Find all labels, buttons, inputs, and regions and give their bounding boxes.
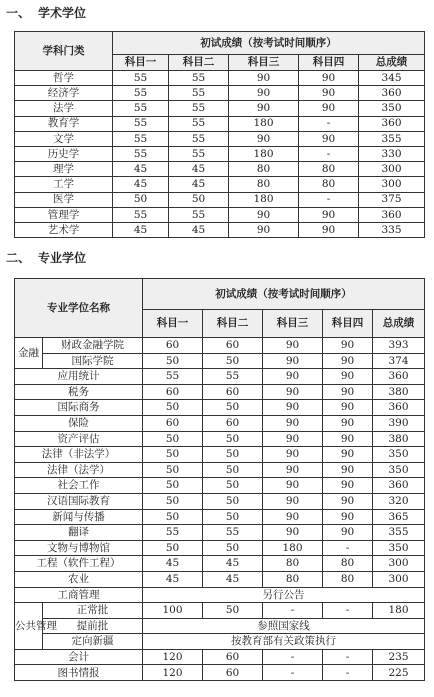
professional-cell-name: 社会工作	[15, 478, 143, 494]
professional-cell-subject-4: 80	[323, 571, 373, 587]
professional-cell-name: 文物与博物馆	[15, 540, 143, 556]
professional-cell-subject-1: 45	[143, 571, 203, 587]
professional-cell-name: 国际学院	[43, 353, 143, 369]
professional-cell-subject-3: 90	[263, 462, 323, 478]
professional-cell-subject-3: 80	[263, 556, 323, 572]
professional-cell-total: 360	[373, 369, 425, 385]
academic-cell-subject-4: 90	[299, 71, 359, 86]
professional-cell-subject-1: 55	[143, 525, 203, 541]
finance-group-label: 金融	[15, 338, 43, 369]
mpa-regular-name: 正常批	[43, 603, 143, 619]
professional-cell-total: 225	[373, 665, 425, 681]
academic-cell-subject-3: 90	[229, 101, 299, 116]
professional-cell-name: 图书情报	[15, 665, 143, 681]
professional-cell-subject-2: 55	[203, 525, 263, 541]
academic-cell-subject-2: 55	[169, 71, 229, 86]
professional-name-header: 专业学位名称	[15, 279, 143, 338]
academic-cell-subject-3: 80	[229, 162, 299, 177]
professional-cell-subject-3: 90	[263, 369, 323, 385]
academic-cell-subject-3: 90	[229, 71, 299, 86]
academic-cell-subject-1: 45	[113, 162, 169, 177]
section-1-heading	[6, 4, 86, 21]
professional-cell-subject-4: 90	[323, 369, 373, 385]
professional-cell-subject-3: 90	[263, 525, 323, 541]
professional-degree-table	[14, 278, 425, 681]
professional-cell-subject-3: -	[263, 649, 323, 665]
professional-cell-subject-1: 50	[143, 447, 203, 463]
professional-cell-total: 374	[373, 353, 425, 369]
professional-cell-total: 300	[373, 571, 425, 587]
professional-cell-name: 会计	[15, 649, 143, 665]
table-row	[15, 71, 425, 86]
professional-cell-subject-3: 90	[263, 400, 323, 416]
table-row	[15, 540, 425, 556]
professional-cell-total: 350	[373, 462, 425, 478]
academic-cell-subject-1: 45	[113, 222, 169, 237]
professional-cell-name: 工程（软件工程）	[15, 556, 143, 572]
mpa-xinjiang-note: 按教育部有关政策执行	[143, 634, 425, 650]
professional-cell-total: 393	[373, 338, 425, 354]
professional-col-subject-4: 科目四	[323, 310, 373, 338]
academic-cell-subject-1: 55	[113, 131, 169, 146]
table-row	[15, 649, 425, 665]
professional-cell-subject-2: 50	[203, 478, 263, 494]
academic-cell-subject-2: 55	[169, 86, 229, 101]
table-row	[15, 571, 425, 587]
professional-cell-subject-3: 80	[263, 571, 323, 587]
professional-cell-subject-3: -	[263, 665, 323, 681]
professional-cell-subject-4: 90	[323, 415, 373, 431]
section-1-title: 学术学位	[38, 6, 87, 20]
academic-cell-total: 330	[359, 146, 425, 161]
professional-cell-name: 资产评估	[15, 431, 143, 447]
professional-cell-subject-1: 60	[143, 415, 203, 431]
professional-score-group-header: 初试成绩（按考试时间顺序）	[143, 279, 425, 310]
academic-cell-name: 管理学	[15, 207, 113, 222]
table-row	[15, 101, 425, 116]
academic-degree-table	[14, 31, 425, 238]
academic-cell-name: 理学	[15, 162, 113, 177]
professional-cell-subject-3: 90	[263, 415, 323, 431]
professional-cell-subject-4: 80	[323, 556, 373, 572]
professional-cell-subject-4: 90	[323, 384, 373, 400]
academic-cell-total: 300	[359, 177, 425, 192]
professional-cell-subject-4: -	[323, 603, 373, 619]
academic-col-total: 总成绩	[359, 55, 425, 71]
professional-cell-subject-2: 50	[203, 353, 263, 369]
table-row	[15, 384, 425, 400]
professional-cell-subject-1: 50	[143, 431, 203, 447]
academic-cell-name: 文学	[15, 131, 113, 146]
academic-cell-subject-1: 45	[113, 177, 169, 192]
professional-cell-subject-1: 120	[143, 665, 203, 681]
table-row	[15, 634, 425, 650]
academic-cell-subject-1: 55	[113, 146, 169, 161]
professional-cell-subject-2: 45	[203, 556, 263, 572]
professional-cell-subject-4: 90	[323, 493, 373, 509]
table-row	[15, 415, 425, 431]
academic-cell-subject-4: -	[299, 116, 359, 131]
professional-cell-name: 新闻与传播	[15, 509, 143, 525]
table-row	[15, 665, 425, 681]
professional-cell-name: 税务	[15, 384, 143, 400]
professional-cell-subject-2: 60	[203, 415, 263, 431]
professional-cell-subject-2: 50	[203, 462, 263, 478]
academic-cell-name: 艺术学	[15, 222, 113, 237]
professional-cell-subject-2: 50	[203, 431, 263, 447]
professional-col-subject-3: 科目三	[263, 310, 323, 338]
section-2-title: 专业学位	[38, 251, 87, 265]
professional-cell-subject-4: -	[323, 649, 373, 665]
table-row	[15, 177, 425, 192]
professional-cell-subject-3: 90	[263, 493, 323, 509]
table-row	[15, 431, 425, 447]
professional-cell-total: 380	[373, 431, 425, 447]
professional-cell-name: 国际商务	[15, 400, 143, 416]
professional-cell-total: 350	[373, 447, 425, 463]
table-row	[15, 603, 425, 619]
table-row	[15, 162, 425, 177]
professional-cell-subject-4: 90	[323, 478, 373, 494]
professional-cell-subject-4: -	[323, 665, 373, 681]
table-row	[15, 192, 425, 207]
academic-category-header: 学科门类	[15, 32, 113, 71]
academic-cell-subject-3: 180	[229, 192, 299, 207]
professional-cell-name: 工商管理	[15, 587, 143, 603]
professional-cell-subject-2: 60	[203, 649, 263, 665]
professional-cell-subject-3: 90	[263, 509, 323, 525]
table-row	[15, 400, 425, 416]
academic-cell-total: 300	[359, 162, 425, 177]
professional-cell-subject-4: 90	[323, 400, 373, 416]
academic-cell-subject-4: 90	[299, 207, 359, 222]
academic-cell-subject-2: 55	[169, 131, 229, 146]
professional-col-total: 总成绩	[373, 310, 425, 338]
academic-cell-subject-1: 55	[113, 207, 169, 222]
professional-cell-total: 365	[373, 509, 425, 525]
academic-cell-subject-1: 55	[113, 71, 169, 86]
professional-cell-subject-2: 60	[203, 665, 263, 681]
academic-cell-name: 经济学	[15, 86, 113, 101]
academic-cell-total: 360	[359, 207, 425, 222]
professional-cell-subject-1: 120	[143, 649, 203, 665]
academic-cell-subject-3: 90	[229, 86, 299, 101]
professional-cell-subject-3: 90	[263, 447, 323, 463]
professional-cell-subject-3: -	[263, 603, 323, 619]
professional-cell-subject-1: 45	[143, 556, 203, 572]
table-row	[15, 116, 425, 131]
mpa-xinjiang-name: 定向新疆	[43, 634, 143, 650]
academic-col-subject-4: 科目四	[299, 55, 359, 71]
professional-cell-total: 360	[373, 478, 425, 494]
section-2-number: 二、	[6, 251, 31, 265]
academic-cell-subject-1: 55	[113, 116, 169, 131]
academic-cell-subject-1: 55	[113, 86, 169, 101]
professional-cell-total: 300	[373, 556, 425, 572]
professional-cell-subject-4: 90	[323, 338, 373, 354]
professional-cell-subject-4: 90	[323, 353, 373, 369]
academic-cell-name: 教育学	[15, 116, 113, 131]
academic-cell-total: 335	[359, 222, 425, 237]
professional-cell-subject-2: 50	[203, 509, 263, 525]
academic-cell-name: 法学	[15, 101, 113, 116]
section-2-heading	[6, 249, 86, 266]
section-1-number: 一、	[6, 6, 31, 20]
table-row	[15, 207, 425, 222]
academic-cell-subject-4: 80	[299, 162, 359, 177]
professional-col-subject-1: 科目一	[143, 310, 203, 338]
academic-cell-subject-4: 90	[299, 131, 359, 146]
professional-cell-subject-3: 90	[263, 338, 323, 354]
professional-cell-subject-4: 90	[323, 525, 373, 541]
academic-cell-subject-1: 50	[113, 192, 169, 207]
professional-cell-subject-1: 60	[143, 338, 203, 354]
mba-note: 另行公告	[143, 587, 425, 603]
professional-cell-total: 350	[373, 540, 425, 556]
professional-cell-total: 390	[373, 415, 425, 431]
academic-cell-subject-4: -	[299, 146, 359, 161]
table-row	[15, 86, 425, 101]
professional-cell-subject-1: 50	[143, 509, 203, 525]
academic-cell-subject-3: 80	[229, 177, 299, 192]
academic-cell-subject-3: 90	[229, 222, 299, 237]
professional-cell-name: 法律（非法学）	[15, 447, 143, 463]
table-row	[15, 587, 425, 603]
professional-cell-name: 农业	[15, 571, 143, 587]
table-row	[15, 493, 425, 509]
mpa-early-name: 提前批	[43, 618, 143, 634]
professional-cell-subject-1: 100	[143, 603, 203, 619]
professional-cell-subject-3: 90	[263, 384, 323, 400]
mpa-group-label: 公共管理	[15, 603, 43, 650]
professional-cell-subject-3: 180	[263, 540, 323, 556]
professional-cell-subject-1: 50	[143, 540, 203, 556]
table-row	[15, 353, 425, 369]
table-row	[15, 618, 425, 634]
academic-cell-total: 345	[359, 71, 425, 86]
academic-cell-subject-1: 55	[113, 101, 169, 116]
academic-cell-total: 360	[359, 86, 425, 101]
professional-cell-subject-4: -	[323, 540, 373, 556]
professional-cell-subject-2: 55	[203, 369, 263, 385]
academic-cell-subject-2: 55	[169, 146, 229, 161]
professional-cell-subject-1: 50	[143, 462, 203, 478]
professional-cell-subject-2: 60	[203, 338, 263, 354]
table-row	[15, 338, 425, 354]
professional-cell-subject-2: 50	[203, 400, 263, 416]
professional-cell-total: 180	[373, 603, 425, 619]
professional-cell-subject-3: 90	[263, 431, 323, 447]
table-row	[15, 462, 425, 478]
academic-cell-subject-4: 90	[299, 222, 359, 237]
academic-cell-name: 工学	[15, 177, 113, 192]
professional-cell-subject-1: 50	[143, 400, 203, 416]
professional-cell-name: 应用统计	[15, 369, 143, 385]
table-row	[15, 222, 425, 237]
professional-cell-subject-4: 90	[323, 462, 373, 478]
academic-cell-name: 历史学	[15, 146, 113, 161]
table-row	[15, 509, 425, 525]
table-row	[15, 556, 425, 572]
professional-cell-subject-3: 90	[263, 478, 323, 494]
professional-cell-name: 法律（法学）	[15, 462, 143, 478]
professional-cell-subject-4: 90	[323, 509, 373, 525]
table-row	[15, 447, 425, 463]
academic-cell-total: 360	[359, 116, 425, 131]
academic-cell-subject-4: -	[299, 192, 359, 207]
professional-cell-subject-3: 90	[263, 353, 323, 369]
professional-cell-name: 保险	[15, 415, 143, 431]
professional-cell-name: 汉语国际教育	[15, 493, 143, 509]
academic-cell-subject-3: 90	[229, 207, 299, 222]
professional-cell-subject-1: 60	[143, 384, 203, 400]
academic-cell-subject-2: 45	[169, 222, 229, 237]
professional-cell-subject-2: 50	[203, 603, 263, 619]
professional-cell-subject-4: 90	[323, 431, 373, 447]
professional-cell-total: 360	[373, 400, 425, 416]
academic-cell-subject-2: 55	[169, 116, 229, 131]
professional-cell-total: 235	[373, 649, 425, 665]
academic-cell-total: 350	[359, 101, 425, 116]
academic-col-subject-3: 科目三	[229, 55, 299, 71]
academic-col-subject-1: 科目一	[113, 55, 169, 71]
academic-cell-subject-4: 90	[299, 86, 359, 101]
professional-cell-subject-1: 55	[143, 369, 203, 385]
academic-cell-subject-4: 80	[299, 177, 359, 192]
academic-cell-subject-3: 180	[229, 116, 299, 131]
professional-cell-subject-2: 45	[203, 571, 263, 587]
table-row	[15, 146, 425, 161]
professional-cell-total: 380	[373, 384, 425, 400]
professional-cell-subject-1: 50	[143, 353, 203, 369]
academic-cell-subject-2: 55	[169, 101, 229, 116]
professional-cell-subject-2: 60	[203, 384, 263, 400]
academic-cell-subject-3: 90	[229, 131, 299, 146]
table-row	[15, 478, 425, 494]
professional-cell-subject-4: 90	[323, 447, 373, 463]
professional-cell-subject-1: 50	[143, 493, 203, 509]
professional-cell-subject-1: 50	[143, 478, 203, 494]
professional-cell-subject-2: 50	[203, 447, 263, 463]
academic-cell-subject-3: 180	[229, 146, 299, 161]
professional-col-subject-2: 科目二	[203, 310, 263, 338]
academic-score-group-header: 初试成绩（按考试时间顺序）	[113, 32, 425, 55]
academic-cell-subject-2: 55	[169, 207, 229, 222]
table-row	[15, 525, 425, 541]
mpa-early-note: 参照国家线	[143, 618, 425, 634]
professional-cell-name: 翻译	[15, 525, 143, 541]
academic-cell-subject-2: 50	[169, 192, 229, 207]
academic-cell-name: 医学	[15, 192, 113, 207]
academic-cell-subject-2: 45	[169, 162, 229, 177]
academic-cell-total: 355	[359, 131, 425, 146]
professional-cell-total: 320	[373, 493, 425, 509]
professional-cell-total: 355	[373, 525, 425, 541]
table-row	[15, 131, 425, 146]
academic-cell-subject-2: 45	[169, 177, 229, 192]
academic-cell-name: 哲学	[15, 71, 113, 86]
professional-cell-subject-2: 50	[203, 493, 263, 509]
table-row	[15, 369, 425, 385]
academic-cell-subject-4: 90	[299, 101, 359, 116]
professional-cell-subject-2: 50	[203, 540, 263, 556]
academic-col-subject-2: 科目二	[169, 55, 229, 71]
academic-cell-total: 375	[359, 192, 425, 207]
professional-cell-name: 财政金融学院	[43, 338, 143, 354]
